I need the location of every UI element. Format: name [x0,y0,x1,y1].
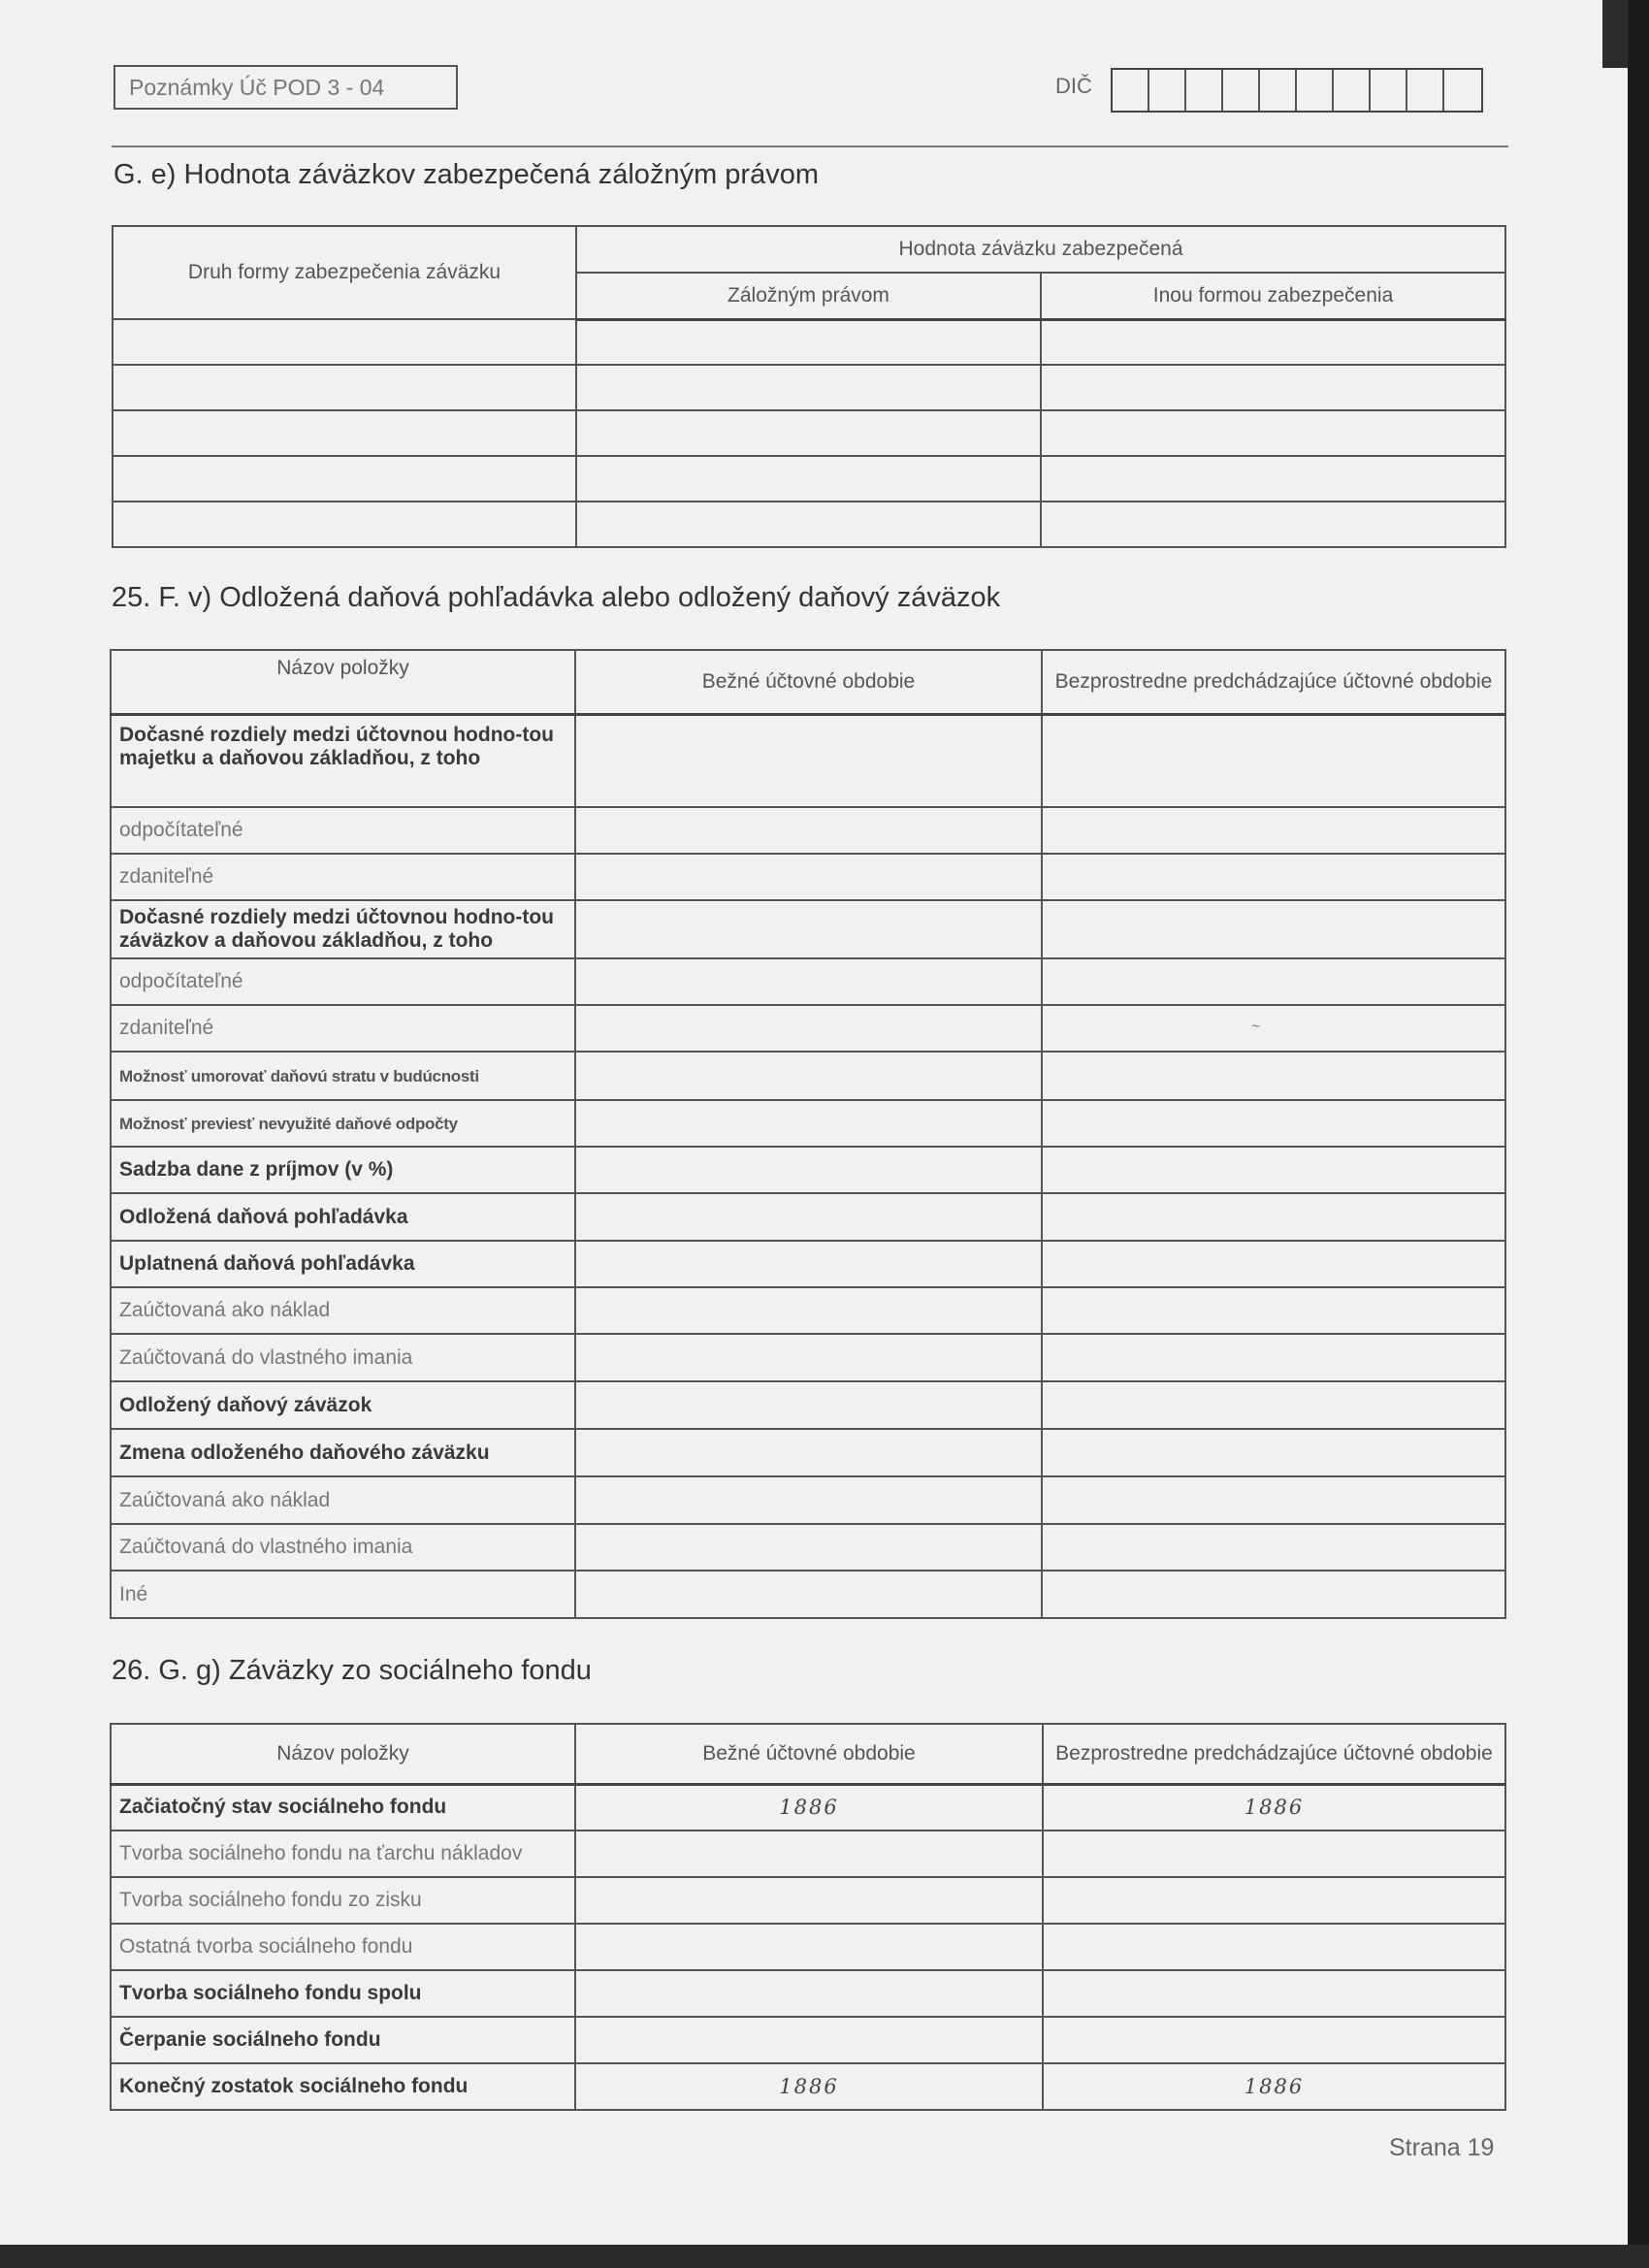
table-row [111,1005,1505,1052]
table-row [111,2063,1505,2110]
table-row [111,1241,1505,1287]
col-header-current: Bežné účtovné obdobie [575,1724,1043,1784]
table-row [113,456,1505,502]
row-label: Uplatnená daňová pohľadávka [111,1241,575,1287]
value-current[interactable] [575,1381,1042,1429]
scan-smudge: ~ [1251,1019,1261,1035]
table-cell[interactable] [576,319,1041,365]
value-previous[interactable] [1042,1524,1505,1571]
value-current[interactable] [575,1193,1042,1241]
table-row [113,410,1505,456]
row-label: odpočítateľné [111,807,575,854]
page-number: Strana 19 [1389,2134,1495,2161]
value-current[interactable]: 1886 [575,2063,1043,2110]
value-previous[interactable] [1042,1193,1505,1241]
section-26-title: 26. G. g) Záväzky zo sociálneho fondu [112,1655,592,1686]
dic-digit-box[interactable] [1113,70,1149,111]
value-current[interactable] [575,900,1042,958]
table-cell[interactable] [576,502,1041,547]
table-row [111,900,1505,958]
scan-edge [1628,0,1649,2268]
row-label: Možnosť previesť nevyužité daňové odpočty [111,1100,575,1147]
dic-digit-box[interactable] [1297,70,1334,111]
col-header-previous: Bezprostredne predchádzajúce účtovné obdobie [1043,1724,1505,1784]
value-previous[interactable] [1042,1476,1505,1524]
table-cell[interactable] [113,410,576,456]
header-rule [112,146,1508,147]
table-cell[interactable] [1041,502,1505,547]
value-previous[interactable] [1042,1429,1505,1476]
row-label: Čerpanie sociálneho fondu [111,2017,575,2063]
value-current[interactable] [575,2017,1043,2063]
table-row [111,1784,1505,1831]
col-header-lien: Záložným právom [576,273,1041,319]
row-label: Zaúčtovaná ako náklad [111,1287,575,1334]
value-current[interactable] [575,1970,1043,2017]
dic-digit-box[interactable] [1444,70,1481,111]
value-previous[interactable] [1043,1924,1505,1970]
table-row [111,1100,1505,1147]
value-current[interactable] [575,1571,1042,1618]
table-cell[interactable] [576,365,1041,410]
value-current[interactable] [575,1924,1043,1970]
value-previous[interactable] [1043,2017,1505,2063]
table-row [111,1524,1505,1571]
row-label: Odložená daňová pohľadávka [111,1193,575,1241]
value-current[interactable] [575,1831,1043,1877]
table-row [111,958,1505,1005]
table-row [111,1287,1505,1334]
value-previous[interactable] [1042,900,1505,958]
value-previous[interactable]: 1886 [1043,1784,1505,1831]
table-row [111,1877,1505,1924]
table-row [111,2017,1505,2063]
table-cell[interactable] [1041,456,1505,502]
row-label: Tvorba sociálneho fondu spolu [111,1970,575,2017]
section-ge-title: G. e) Hodnota záväzkov zabezpečená záložným právom [113,159,819,190]
value-current[interactable] [575,1241,1042,1287]
dic-digit-box[interactable] [1260,70,1297,111]
row-label: Sadzba dane z príjmov (v %) [111,1147,575,1193]
value-previous[interactable] [1043,1877,1505,1924]
section-25-title: 25. F. v) Odložená daňová pohľadávka alebo odložený daňový záväzok [112,582,1001,613]
table-row [111,1970,1505,2017]
row-label: Dočasné rozdiely medzi účtovnou hodno-tou záväzkov a daňovou základňou, z toho [111,900,575,958]
value-current[interactable] [575,1100,1042,1147]
dic-digit-box[interactable] [1186,70,1223,111]
value-previous[interactable] [1042,1100,1505,1147]
value-previous[interactable] [1042,1571,1505,1618]
form-label: Poznámky Úč POD 3 - 04 [129,75,385,100]
dic-digit-box[interactable] [1371,70,1407,111]
value-current[interactable] [575,1287,1042,1334]
table-cell[interactable] [1041,319,1505,365]
dic-digit-box[interactable] [1149,70,1186,111]
dic-label: DIČ [1055,74,1092,98]
col-header-other: Inou formou zabezpečenia [1041,273,1505,319]
value-previous[interactable]: 1886 [1043,2063,1505,2110]
value-previous[interactable] [1043,1831,1505,1877]
row-label: Konečný zostatok sociálneho fondu [111,2063,575,2110]
value-previous[interactable] [1042,714,1505,807]
table-cell[interactable] [576,410,1041,456]
row-label: Zaúčtovaná do vlastného imania [111,1524,575,1571]
table-cell[interactable] [576,456,1041,502]
col-header-name: Názov položky [111,650,575,714]
table-cell[interactable] [113,502,576,547]
row-label: Zaúčtovaná ako náklad [111,1476,575,1524]
table-row [113,319,1505,365]
table-row [111,1334,1505,1381]
table-26 [110,1723,1506,2111]
value-current[interactable] [575,807,1042,854]
value-current[interactable] [575,1147,1042,1193]
table-cell[interactable] [1041,410,1505,456]
row-label: Odložený daňový záväzok [111,1381,575,1429]
table-row [111,1831,1505,1877]
row-label: Zmena odloženého daňového záväzku [111,1429,575,1476]
dic-digit-box[interactable] [1407,70,1444,111]
row-label: odpočítateľné [111,958,575,1005]
table-row [111,854,1505,900]
table-row [113,502,1505,547]
table-cell[interactable] [113,456,576,502]
table-row [111,1193,1505,1241]
table-row [111,1147,1505,1193]
table-row [111,1429,1505,1476]
table-row [111,714,1505,807]
value-current[interactable] [575,958,1042,1005]
table-row [111,1381,1505,1429]
table-row [113,365,1505,410]
col-header-type: Druh formy zabezpečenia záväzku [113,226,576,319]
value-previous[interactable] [1042,1381,1505,1429]
col-header-current: Bežné účtovné obdobie [575,650,1042,714]
table-25 [110,649,1506,1619]
value-previous[interactable] [1042,1052,1505,1100]
value-current[interactable] [575,1877,1043,1924]
value-current[interactable] [575,1334,1042,1381]
form-label-box [113,65,458,110]
value-previous[interactable] [1042,958,1505,1005]
value-current[interactable] [575,1005,1042,1052]
row-label: Zaúčtovaná do vlastného imania [111,1334,575,1381]
row-label: Tvorba sociálneho fondu na ťarchu nákladov [111,1831,575,1877]
table-row [111,1052,1505,1100]
value-previous[interactable] [1042,1005,1505,1052]
value-previous[interactable] [1042,1147,1505,1193]
table-cell[interactable] [113,365,576,410]
table-row [111,1924,1505,1970]
col-header-name: Názov položky [111,1724,575,1784]
value-current[interactable] [575,854,1042,900]
table-row [111,1476,1505,1524]
value-current[interactable] [575,1476,1042,1524]
dic-digit-box[interactable] [1223,70,1260,111]
row-label: Dočasné rozdiely medzi účtovnou hodno-tou majetku a daňovou základňou, z toho [111,714,575,807]
row-label: Možnosť umorovať daňovú stratu v budúcnosti [111,1052,575,1100]
col-header-previous: Bezprostredne predchádzajúce účtovné obdobie [1042,650,1505,714]
value-current[interactable] [575,1052,1042,1100]
value-previous[interactable] [1042,854,1505,900]
table-row [111,1571,1505,1618]
value-current[interactable] [575,714,1042,807]
value-previous[interactable] [1042,807,1505,854]
row-label: zdaniteľné [111,1005,575,1052]
value-current[interactable] [575,1429,1042,1476]
row-label: Tvorba sociálneho fondu zo zisku [111,1877,575,1924]
table-ge [112,225,1506,548]
row-label: Ostatná tvorba sociálneho fondu [111,1924,575,1970]
scan-corner [1602,0,1628,68]
col-header-group: Hodnota záväzku zabezpečená [576,226,1505,273]
row-label: Iné [111,1571,575,1618]
value-current[interactable] [575,1524,1042,1571]
value-previous[interactable] [1042,1287,1505,1334]
scan-bottom-edge [0,2245,1649,2268]
value-previous[interactable] [1042,1241,1505,1287]
table-cell[interactable] [113,319,576,365]
value-previous[interactable] [1042,1334,1505,1381]
row-label: Začiatočný stav sociálneho fondu [111,1784,575,1831]
value-previous[interactable] [1043,1970,1505,2017]
table-row [111,807,1505,854]
value-current[interactable]: 1886 [575,1784,1043,1831]
table-cell[interactable] [1041,365,1505,410]
dic-input-boxes[interactable] [1111,68,1483,113]
dic-digit-box[interactable] [1334,70,1371,111]
row-label: zdaniteľné [111,854,575,900]
